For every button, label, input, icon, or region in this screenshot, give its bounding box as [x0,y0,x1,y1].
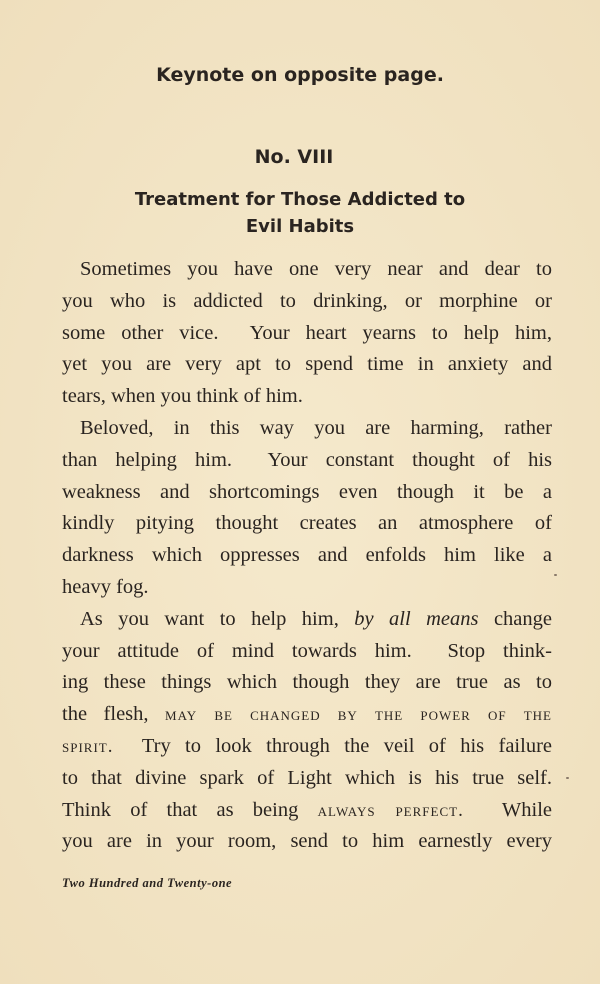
text-segment: than helping him. Your constant thought of his [62,448,552,471]
text-segment: the flesh, [62,703,166,726]
paragraph-2 [62,413,552,604]
text-segment: you who is addicted to drinking, or morphine or [62,289,552,312]
text-line [62,731,552,763]
text-segment: As you want to help him, [80,607,355,630]
text-segment: While [463,798,553,821]
paragraph-3 [62,604,552,858]
body-text [62,254,552,858]
paper-speck [554,574,557,576]
text-segment: Think of that as being [62,798,318,821]
small-caps-text: may be changed by the power of the [165,704,552,726]
italic-text: by all means [354,607,479,630]
chapter-title-line-1: Treatment for Those Addicted to [134,189,466,210]
keynote-note: Keynote on opposite page. [156,64,444,86]
text-segment: some other vice. Your heart yearns to help him, [62,321,552,344]
text-line [62,508,552,540]
paragraph-1 [62,254,552,413]
text-line [62,381,552,413]
text-line [62,318,552,350]
text-line [62,667,552,699]
chapter-number: No. VIII [254,146,334,168]
text-line [62,349,552,381]
small-caps-text: spirit. [62,735,114,757]
text-segment: change [478,607,552,630]
text-segment: ing these things which though they are true as to [62,671,552,694]
text-line [62,636,552,668]
text-line [62,826,552,858]
text-line [62,445,552,477]
text-line [62,795,552,827]
text-segment: Sometimes you have one very near and dear to [80,258,552,280]
text-segment: weakness and shortcomings even though it be a [62,480,552,503]
chapter-title-line-2: Evil Habits [245,216,355,237]
paper-speck [566,777,569,779]
text-segment: Beloved, in this way you are harming, rather [80,416,552,439]
text-line [62,699,552,731]
small-caps-text: always perfect. [317,799,464,821]
text-line [62,286,552,318]
text-segment: kindly pitying thought creates an atmosphere of [62,512,552,535]
text-segment: yet you are very apt to spend time in anxiety and [62,353,552,376]
text-line [62,572,552,604]
text-line [62,540,552,572]
text-segment: darkness which oppresses and enfolds him like a [62,544,552,567]
text-line [62,604,552,636]
text-segment: tears, when you think of him. [62,385,303,408]
text-segment: your attitude of mind towards him. Stop think- [62,639,552,662]
text-segment: heavy fog. [62,575,149,598]
text-segment: you are in your room, send to him earnestly every [62,830,552,853]
text-line [62,477,552,509]
text-segment: Try to look through the veil of his failure [113,734,552,757]
page-footer: Two Hundred and Twenty-one [62,876,233,890]
text-line [62,413,552,445]
text-line [62,254,552,286]
text-segment: to that divine spark of Light which is his true self. [62,766,552,789]
text-line [62,763,552,795]
